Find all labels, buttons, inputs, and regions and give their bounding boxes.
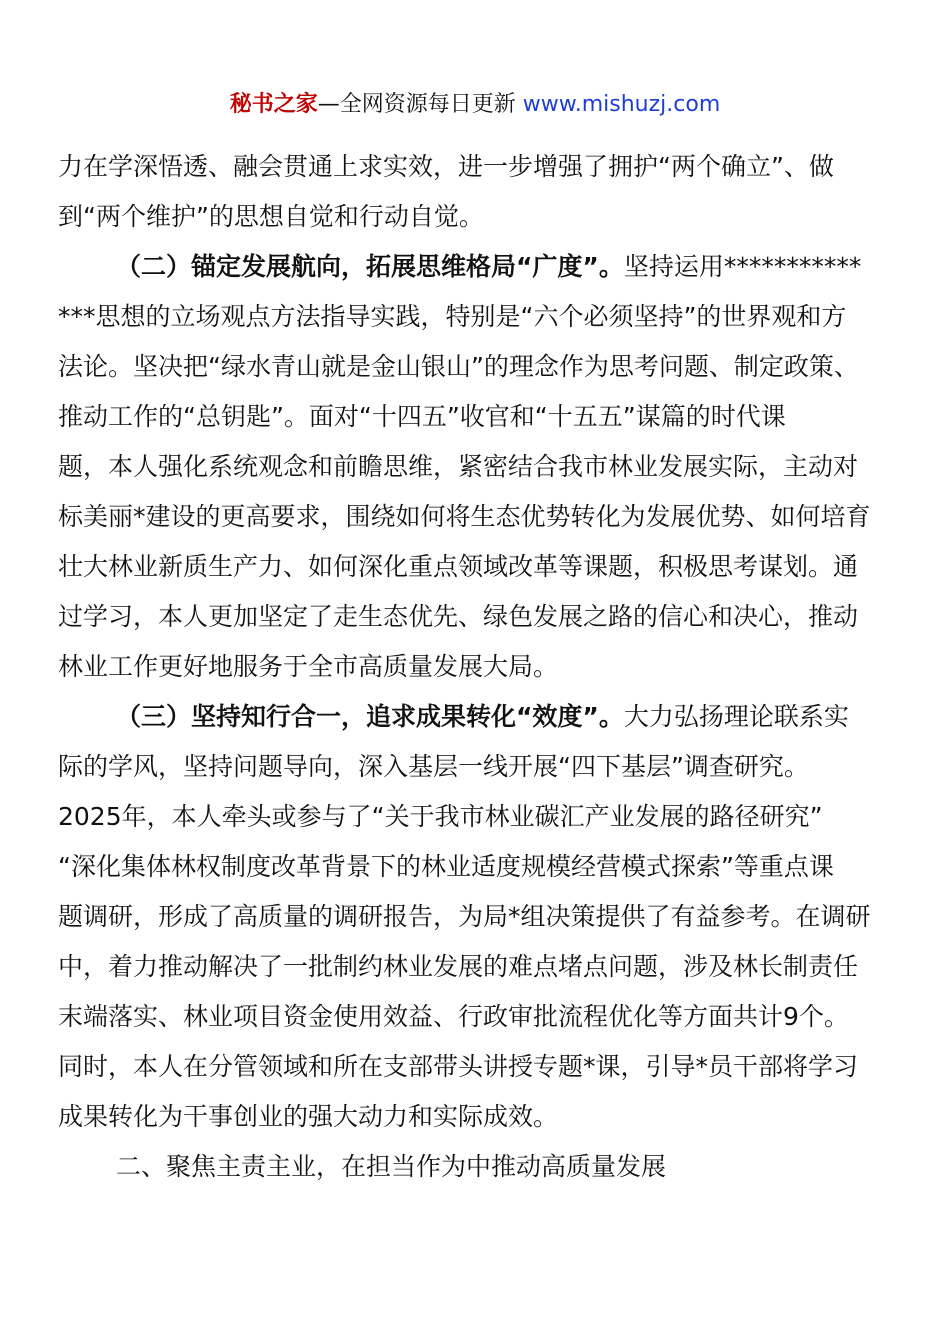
paragraph-line: 推动工作的“总钥匙”。面对“十四五”收官和“十五五”谋篇的时代课 bbox=[58, 402, 786, 431]
chapter-heading: 二、聚焦主责主业，在担当作为中推动高质量发展 bbox=[116, 1152, 667, 1181]
paragraph-line: 力在学深悟透、融会贯通上求实效，进一步增强了拥护“两个确立”、做 bbox=[58, 152, 834, 181]
paragraph-line: 林业工作更好地服务于全市高质量发展大局。 bbox=[58, 652, 559, 681]
paragraph-line: 末端落实、林业项目资金使用效益、行政审批流程优化等方面共计9个。 bbox=[58, 1002, 849, 1031]
paragraph-line: 中，着力推动解决了一批制约林业发展的难点堵点问题，涉及林长制责任 bbox=[58, 952, 859, 981]
document-body bbox=[58, 146, 892, 1196]
section-heading-line bbox=[58, 696, 892, 746]
paragraph-line: 壮大林业新质生产力、如何深化重点领域改革等课题，积极思考谋划。通 bbox=[58, 552, 859, 581]
paragraph-line: 法论。坚决把“绿水青山就是金山银山”的理念作为思考问题、制定政策、 bbox=[58, 352, 859, 381]
paragraph-text: 坚持运用*********** bbox=[623, 252, 862, 281]
section-heading-3: （三）坚持知行合一，追求成果转化“效度”。 bbox=[116, 702, 624, 731]
paragraph-line: “深化集体林权制度改革背景下的林业适度规模经营模式探索”等重点课 bbox=[58, 852, 834, 881]
brand-name: 秘书之家 bbox=[229, 92, 318, 117]
paragraph-line: 同时，本人在分管领域和所在支部带头讲授专题*课，引导*员干部将学习 bbox=[58, 1052, 859, 1081]
paragraph-line: 题，本人强化系统观念和前瞻思维，紧密结合我市林业发展实际，主动对 bbox=[58, 452, 859, 481]
page-header bbox=[0, 88, 950, 122]
paragraph-line: 际的学风，坚持问题导向，深入基层一线开展“四下基层”调查研究。 bbox=[58, 752, 809, 781]
header-tagline: —全网资源每日更新 bbox=[317, 92, 523, 117]
paragraph-line: 到“两个维护”的思想自觉和行动自觉。 bbox=[58, 202, 484, 231]
section-heading-2: （二）锚定发展航向，拓展思维格局“广度”。 bbox=[116, 252, 624, 281]
paragraph-line: 2025年，本人牵头或参与了“关于我市林业碳汇产业发展的路径研究” bbox=[58, 802, 823, 831]
paragraph-text: 大力弘扬理论联系实 bbox=[623, 702, 849, 731]
paragraph-line: 成果转化为干事创业的强大动力和实际成效。 bbox=[58, 1102, 559, 1131]
section-heading-line bbox=[58, 246, 892, 296]
paragraph-line: 标美丽*建设的更高要求，围绕如何将生态优势转化为发展优势、如何培育 bbox=[58, 502, 871, 531]
paragraph-line: 题调研，形成了高质量的调研报告，为局*组决策提供了有益参考。在调研 bbox=[58, 902, 871, 931]
paragraph-line: 过学习，本人更加坚定了走生态优先、绿色发展之路的信心和决心，推动 bbox=[58, 602, 859, 631]
paragraph-line: ***思想的立场观点方法指导实践，特别是“六个必须坚持”的世界观和方 bbox=[58, 302, 847, 331]
site-url[interactable]: www.mishuzj.com bbox=[522, 92, 721, 117]
